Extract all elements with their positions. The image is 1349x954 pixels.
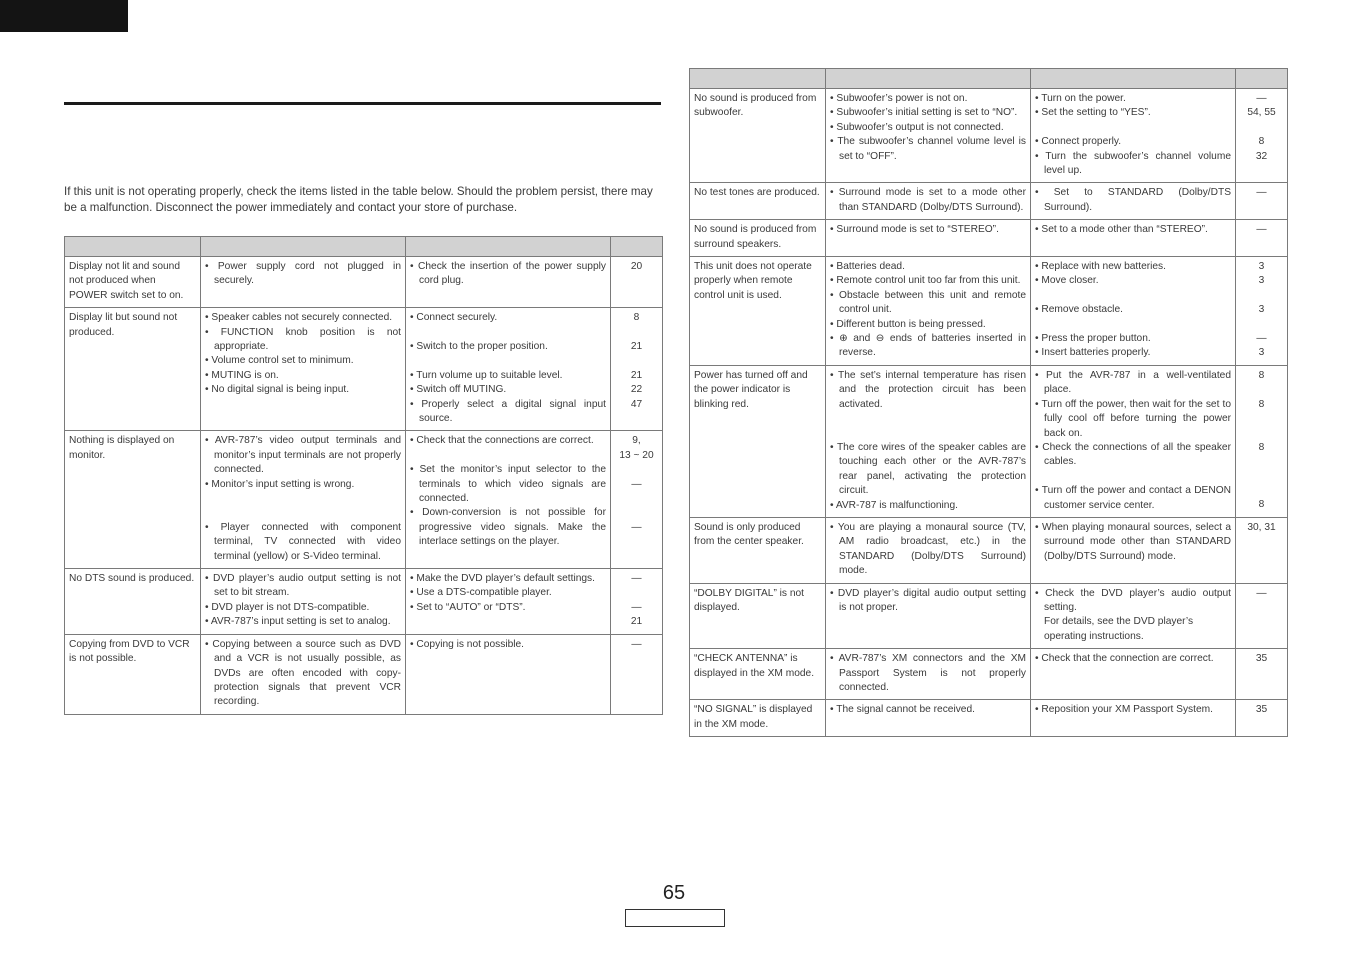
- page-ref: —: [631, 601, 642, 613]
- remedy-item: For details, see the DVD player’s operating instructions.: [1044, 616, 1194, 642]
- cause-item: • DVD player’s digital audio output setting is not proper.: [830, 587, 1026, 616]
- header-cell: [65, 237, 201, 257]
- page-ref-cell: [611, 431, 663, 569]
- cause-item: • AVR-787’s input setting is set to analog.: [205, 615, 401, 629]
- symptom-cell: Nothing is displayed on monitor.: [65, 431, 201, 569]
- symptom-cell: Copying from DVD to VCR is not possible.: [65, 634, 201, 714]
- page-ref: 9,: [632, 435, 641, 447]
- page-ref-cell: [1236, 517, 1288, 583]
- table-row: [690, 220, 1288, 257]
- remedy-cell: [1031, 583, 1236, 649]
- cause-cell: [826, 365, 1031, 517]
- remedy-item: • Check that the connection are correct.: [1035, 652, 1231, 666]
- page-ref: [1238, 484, 1285, 498]
- spacer: [410, 449, 606, 463]
- remedy-item: • Check the DVD player’s audio output setting.: [1035, 587, 1231, 616]
- cause-item: • MUTING is on.: [205, 369, 401, 383]
- cause-item: • The subwoofer’s channel volume level is set to “OFF”.: [830, 135, 1026, 164]
- header-cell: [826, 69, 1031, 89]
- page-ref-cell: [1236, 583, 1288, 649]
- page-number-box: [625, 909, 725, 927]
- remedy-item: • Turn the subwoofer’s channel volume level up.: [1035, 150, 1231, 179]
- cause-item: • DVD player’s audio output setting is not set to bit stream.: [205, 572, 401, 601]
- cause-cell: [826, 257, 1031, 366]
- remedy-item: • Remove obstacle.: [1035, 303, 1231, 317]
- cause-item: • Speaker cables not securely connected.: [205, 311, 401, 325]
- symptom-cell: “NO SIGNAL” is displayed in the XM mode.: [690, 700, 826, 737]
- page-ref: 8: [1258, 499, 1265, 511]
- remedy-item: • Check that the connections are correct.: [410, 434, 606, 448]
- page-ref: 21: [630, 369, 643, 381]
- page-ref-cell: [611, 257, 663, 308]
- cause-cell: [826, 517, 1031, 583]
- page-ref-cell: [1236, 220, 1288, 257]
- cause-item: • You are playing a monaural source (TV, AM radio broadcast, etc.) in the STANDARD (Dolby/DTS Surround) mode.: [830, 521, 1026, 579]
- page-ref: —: [631, 521, 642, 533]
- page-ref: 8: [1258, 398, 1265, 410]
- troubleshooting-table-right: [689, 68, 1288, 737]
- page-ref: 8: [633, 312, 640, 324]
- cause-cell: [201, 308, 406, 431]
- remedy-item: • Move closer.: [1035, 274, 1231, 288]
- cause-item: • Volume control set to minimum.: [205, 354, 401, 368]
- page-ref: [1238, 455, 1285, 469]
- cause-item: • Surround mode is set to “STEREO”.: [830, 223, 1026, 237]
- remedy-item: • Set to a mode other than “STEREO”.: [1035, 223, 1231, 237]
- cause-item: • No digital signal is being input.: [205, 383, 401, 397]
- remedy-item: • Connect securely.: [410, 311, 606, 325]
- page-ref: [613, 586, 660, 600]
- remedy-cell: [1031, 183, 1236, 220]
- remedy-item: • Copying is not possible.: [410, 638, 606, 652]
- page-ref-cell: [1236, 649, 1288, 700]
- cause-cell: [201, 431, 406, 569]
- remedy-item: • Insert batteries properly.: [1035, 346, 1231, 360]
- spacer: [205, 492, 401, 506]
- cause-item: • Power supply cord not plugged in securely.: [205, 260, 401, 289]
- page-ref: —: [631, 478, 642, 490]
- remedy-cell: [406, 431, 611, 569]
- page-ref-cell: [1236, 257, 1288, 366]
- page-ref: [1238, 383, 1285, 397]
- page-ref: 3: [1258, 261, 1265, 273]
- symptom-cell: Display lit but sound not produced.: [65, 308, 201, 431]
- symptom-cell: Display not lit and sound not produced when POWER switch set to on.: [65, 257, 201, 308]
- page-ref: 13 ~ 20: [619, 449, 654, 461]
- section-rule: [64, 102, 661, 105]
- page-ref: 20: [630, 261, 643, 272]
- symptom-cell: No sound is produced from subwoofer.: [690, 89, 826, 183]
- symptom-cell: No test tones are produced.: [690, 183, 826, 220]
- cause-item: • Subwoofer’s initial setting is set to “NO”.: [830, 106, 1026, 120]
- remedy-cell: [1031, 649, 1236, 700]
- page-ref: [613, 506, 660, 520]
- cause-item: • Monitor’s input setting is wrong.: [205, 478, 401, 492]
- cause-item: • AVR-787’s video output terminals and monitor’s input terminals are not properly connected.: [205, 434, 401, 477]
- cause-item: • Copying between a source such as DVD and a VCR is not usually possible, as DVDs are often encoded with copy-protection signals that prevent VCR recording.: [205, 638, 401, 710]
- page-ref: 35: [1255, 704, 1268, 716]
- table-header-row: [65, 237, 663, 257]
- page-ref-cell: [611, 569, 663, 635]
- cause-item: • Remote control unit too far from this unit.: [830, 274, 1026, 288]
- page-ref: [613, 492, 660, 506]
- cause-item: • Subwoofer’s power is not on.: [830, 92, 1026, 106]
- cause-cell: [201, 257, 406, 308]
- remedy-item: • Switch to the proper position.: [410, 340, 606, 354]
- table-row: [690, 700, 1288, 737]
- remedy-cell: [1031, 700, 1236, 737]
- page-ref: [1238, 289, 1285, 303]
- remedy-item: • Set the monitor’s input selector to the terminals to which video signals are connected.: [410, 463, 606, 506]
- cause-cell: [826, 700, 1031, 737]
- symptom-cell: This unit does not operate properly when remote control unit is used.: [690, 257, 826, 366]
- table-row: [690, 89, 1288, 183]
- page-ref: [1238, 318, 1285, 332]
- troubleshooting-table-left: [64, 236, 663, 715]
- remedy-item: • Turn off the power, then wait for the set to fully cool off before turning the power back on.: [1035, 398, 1231, 441]
- remedy-item: • Make the DVD player’s default settings.: [410, 572, 606, 586]
- remedy-item: • Press the proper button.: [1035, 332, 1231, 346]
- table-row: [690, 183, 1288, 220]
- cause-cell: [201, 634, 406, 714]
- page-ref: 21: [630, 341, 643, 353]
- table-row: [65, 431, 663, 569]
- page-ref: 8: [1258, 136, 1265, 148]
- symptom-cell: No sound is produced from surround speakers.: [690, 220, 826, 257]
- remedy-item: • Put the AVR-787 in a well-ventilated place.: [1035, 369, 1231, 398]
- header-cell: [1031, 69, 1236, 89]
- page-ref: —: [631, 573, 642, 585]
- page-ref: 21: [630, 616, 643, 628]
- symptom-cell: “CHECK ANTENNA” is displayed in the XM mode.: [690, 649, 826, 700]
- page-ref: 32: [1255, 150, 1268, 162]
- header-cell: [406, 237, 611, 257]
- cause-item: • ⊕ and ⊖ ends of batteries inserted in reverse.: [830, 332, 1026, 361]
- table-row: [65, 257, 663, 308]
- table-row: [690, 365, 1288, 517]
- cause-cell: [826, 583, 1031, 649]
- page-ref: 8: [1258, 369, 1265, 381]
- symptom-cell: “DOLBY DIGITAL” is not displayed.: [690, 583, 826, 649]
- cause-cell: [826, 89, 1031, 183]
- page-ref-cell: [1236, 183, 1288, 220]
- symptom-cell: Power has turned off and the power indicator is blinking red.: [690, 365, 826, 517]
- spacer: [410, 354, 606, 368]
- cause-cell: [826, 220, 1031, 257]
- page-ref: 22: [630, 384, 643, 396]
- cause-item: • DVD player is not DTS-compatible.: [205, 601, 401, 615]
- page-ref: [1238, 470, 1285, 484]
- spacer: [1035, 470, 1231, 484]
- page-ref-cell: [1236, 89, 1288, 183]
- remedy-cell: [1031, 365, 1236, 517]
- remedy-cell: [1031, 257, 1236, 366]
- remedy-cell: [1031, 517, 1236, 583]
- symptom-cell: Sound is only produced from the center speaker.: [690, 517, 826, 583]
- cause-item: • Subwoofer’s output is not connected.: [830, 121, 1026, 135]
- page-ref: 3: [1258, 275, 1265, 287]
- remedy-item: • Turn off the power and contact a DENON customer service center.: [1035, 484, 1231, 513]
- table-row: [690, 257, 1288, 366]
- remedy-item: • Properly select a digital signal input source.: [410, 398, 606, 427]
- table-row: [690, 649, 1288, 700]
- table-header-row: [690, 69, 1288, 89]
- page-ref: —: [1256, 93, 1267, 104]
- spacer: [830, 412, 1026, 426]
- remedy-cell: [1031, 220, 1236, 257]
- remedy-item: • Check the insertion of the power supply cord plug.: [410, 260, 606, 289]
- spacer: [1035, 318, 1231, 332]
- page-ref: [1238, 412, 1285, 426]
- remedy-item: • Check the connections of all the speaker cables.: [1035, 441, 1231, 470]
- spacer: [1035, 121, 1231, 135]
- remedy-item: • Turn on the power.: [1035, 92, 1231, 106]
- page-ref: —: [1256, 187, 1267, 199]
- remedy-item: • Set to STANDARD (Dolby/DTS Surround).: [1035, 186, 1231, 215]
- header-cell: [1236, 69, 1288, 89]
- remedy-item: • Turn volume up to suitable level.: [410, 369, 606, 383]
- page-ref-cell: [611, 308, 663, 431]
- remedy-item: • Connect properly.: [1035, 135, 1231, 149]
- page-ref: 47: [630, 398, 643, 410]
- page-ref: —: [1256, 333, 1267, 345]
- cause-item: • Batteries dead.: [830, 260, 1026, 274]
- table-row: [690, 517, 1288, 583]
- page-ref: 30, 31: [1247, 521, 1276, 533]
- table-row: [65, 308, 663, 431]
- remedy-cell: [406, 634, 611, 714]
- header-cell: [201, 237, 406, 257]
- table-body-left: [65, 257, 663, 715]
- remedy-item: • Reposition your XM Passport System.: [1035, 703, 1231, 717]
- page-ref: [613, 354, 660, 368]
- spacer: [830, 427, 1026, 441]
- cause-item: • Surround mode is set to a mode other than STANDARD (Dolby/DTS Surround).: [830, 186, 1026, 215]
- remedy-cell: [406, 308, 611, 431]
- remedy-item: • Use a DTS-compatible player.: [410, 586, 606, 600]
- page-ref-cell: [1236, 700, 1288, 737]
- remedy-cell: [406, 257, 611, 308]
- page-number: 65: [662, 882, 686, 904]
- remedy-item: • Replace with new batteries.: [1035, 260, 1231, 274]
- cause-item: • The set’s internal temperature has risen and the protection circuit has been activated.: [830, 369, 1026, 412]
- page-ref: 3: [1258, 347, 1265, 359]
- cause-cell: [201, 569, 406, 635]
- remedy-item: • Set the setting to “YES”.: [1035, 106, 1231, 120]
- cause-item: • Player connected with component terminal, TV connected with video terminal (yellow) or S-Video terminal.: [205, 521, 401, 564]
- spacer: [410, 326, 606, 340]
- cause-item: • AVR-787 is malfunctioning.: [830, 499, 1026, 513]
- cause-item: • Obstacle between this unit and remote control unit.: [830, 289, 1026, 318]
- cause-item: • AVR-787’s XM connectors and the XM Passport System is not properly connected.: [830, 652, 1026, 695]
- page-ref: —: [1256, 587, 1267, 599]
- header-cell: [611, 237, 663, 257]
- cause-item: • The core wires of the speaker cables are touching each other or the AVR-787’s rear panel, activating the protection circuit.: [830, 441, 1026, 499]
- corner-tab: [0, 0, 128, 32]
- remedy-item: • Switch off MUTING.: [410, 383, 606, 397]
- remedy-item: • Down-conversion is not possible for progressive video signals. Make the interlace settings on the player.: [410, 506, 606, 549]
- page-ref: 8: [1258, 441, 1265, 453]
- intro-text: If this unit is not operating properly, check the items listed in the table below. Should the problem persist, there may be a malfunction. Disconnect the power immediately and contact your store of purchase.: [64, 185, 653, 214]
- cause-item: • The signal cannot be received.: [830, 703, 1026, 717]
- page-ref: 3: [1258, 304, 1265, 316]
- spacer: [1035, 289, 1231, 303]
- remedy-item: • When playing monaural sources, select a surround mode other than STANDARD (Dolby/DTS Surround) mode.: [1035, 521, 1231, 564]
- page-ref: —: [1256, 224, 1267, 236]
- table-row: [65, 634, 663, 714]
- page-ref: [1238, 426, 1285, 440]
- table-body-right: [690, 89, 1288, 737]
- cause-item: • Different button is being pressed.: [830, 318, 1026, 332]
- page-ref: [613, 326, 660, 340]
- page-ref: 54, 55: [1247, 107, 1276, 119]
- cause-item: • FUNCTION knob position is not appropriate.: [205, 326, 401, 355]
- cause-cell: [826, 649, 1031, 700]
- page-ref: [1238, 121, 1285, 135]
- page-ref: [613, 463, 660, 477]
- symptom-cell: No DTS sound is produced.: [65, 569, 201, 635]
- remedy-item: • Set to “AUTO” or “DTS”.: [410, 601, 606, 615]
- header-cell: [690, 69, 826, 89]
- page-ref: 35: [1255, 653, 1268, 665]
- page-ref-cell: [611, 634, 663, 714]
- table-row: [65, 569, 663, 635]
- table-row: [690, 583, 1288, 649]
- page-ref: —: [631, 638, 642, 650]
- spacer: [205, 506, 401, 520]
- cause-cell: [826, 183, 1031, 220]
- remedy-cell: [406, 569, 611, 635]
- page-ref-cell: [1236, 365, 1288, 517]
- remedy-cell: [1031, 89, 1236, 183]
